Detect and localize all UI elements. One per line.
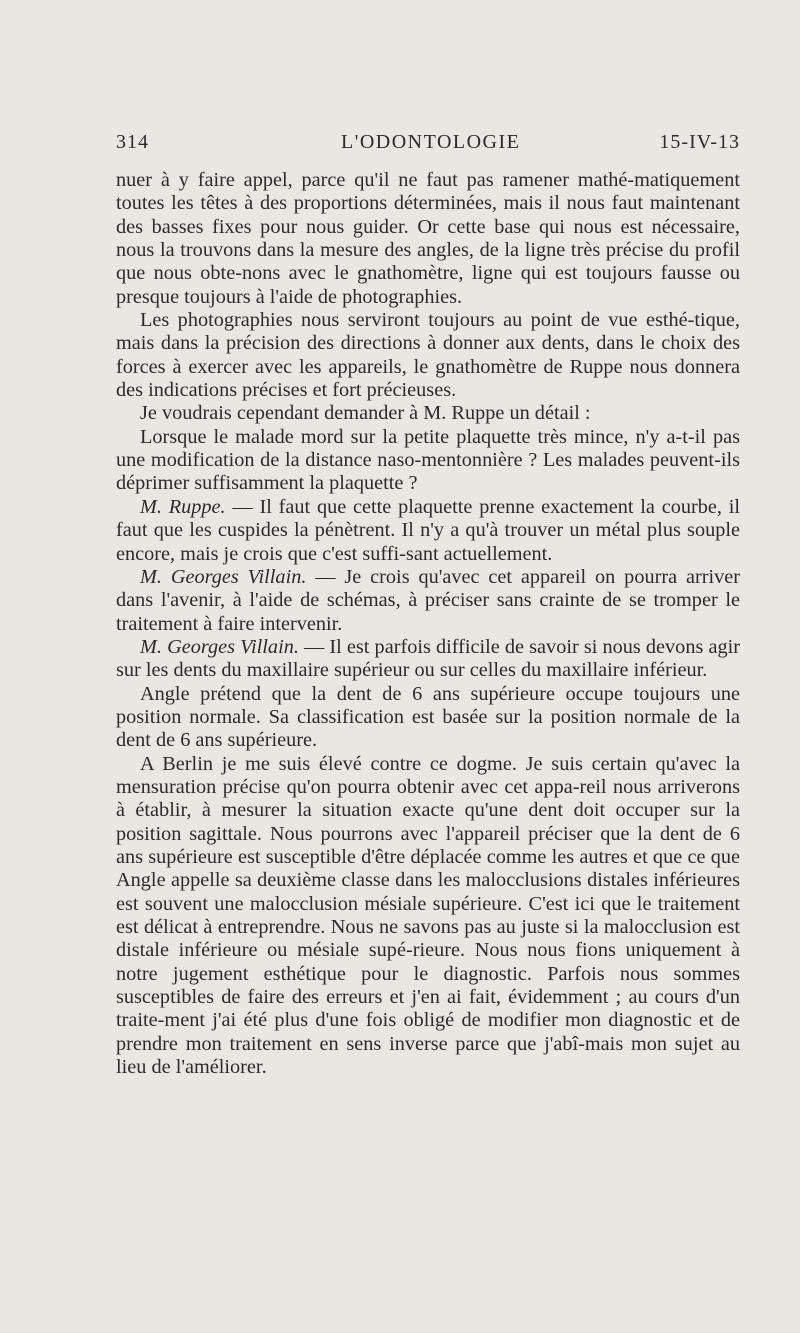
paragraph	[116, 402, 740, 425]
speaker-name: M. Ruppe.	[140, 495, 226, 518]
paragraph	[116, 753, 740, 1080]
body-text	[116, 169, 740, 1079]
paragraph	[116, 169, 740, 309]
paragraph-text: Les photographies nous serviront toujours au point de vue esthé-tique, mais dans la précision des directions à donner aux dents, dans le choix des forces à exercer avec les appareils, le gnathomètre de Ruppe nous donnera des indications précises et fort précieuses.	[116, 309, 740, 402]
running-header	[116, 131, 740, 159]
speaker-name: M. Georges Villain.	[140, 635, 299, 658]
paragraph	[116, 309, 740, 402]
paragraph-text: Lorsque le malade mord sur la petite plaquette très mince, n'y a-t-il pas une modification de la distance naso-mentonnière ? Les malades peuvent-ils déprimer suffisamment la plaquette ?	[116, 425, 740, 495]
page-number: 314	[116, 131, 149, 153]
paragraph-text: — Je crois qu'avec cet appareil on pourra arriver dans l'avenir, à l'aide de schémas, à préciser sans crainte de se tromper le traitement à faire intervenir.	[116, 565, 741, 635]
paragraph-text: Angle prétend que la dent de 6 ans supérieure occupe toujours une position normale. Sa classification est basée sur la position normale de la dent de 6 ans supérieure.	[116, 682, 740, 752]
paragraph	[116, 496, 740, 566]
paragraph	[116, 636, 740, 683]
speaker-name: M. Georges Villain.	[140, 565, 307, 588]
paragraph-text: — Il est parfois difficile de savoir si nous devons agir sur les dents du maxillaire supérieur ou sur celles du maxillaire inférieur.	[116, 635, 740, 682]
journal-title: L'ODONTOLOGIE	[341, 131, 521, 153]
paragraph-text: nuer à y faire appel, parce qu'il ne faut pas ramener mathé-matiquement toutes les têtes à des proportions déterminées, mais il nous faut maintenant des basses fixes pour nous guider. Or cette base qui nous est nécessaire, nous la trouvons dans la mesure des angles, de la ligne très précise du profil que nous obte-nons avec le gnathomètre, ligne qui est toujours fausse ou presque toujours à l'aide de photographies.	[116, 169, 740, 308]
paragraph	[116, 683, 740, 753]
paragraph	[116, 426, 740, 496]
paragraph-text: — Il faut que cette plaquette prenne exactement la courbe, il faut que les cuspides la pénètrent. Il n'y a qu'à trouver un métal plus souple encore, mais je crois que c'est suffi-sant actuellement.	[116, 495, 740, 565]
paragraph	[116, 566, 740, 636]
issue-date: 15-IV-13	[659, 131, 740, 153]
paragraph-text: Je voudrais cependant demander à M. Ruppe un détail :	[140, 402, 591, 425]
paragraph-text: A Berlin je me suis élevé contre ce dogme. Je suis certain qu'avec la mensuration précise qu'on pourra obtenir avec cet appa-reil nous arriverons à établir, à mesurer la situation exacte qu'une dent doit occuper sur la position sagittale. Nous pourrons avec l'appareil préciser que la dent de 6 ans supérieure est susceptible d'être déplacée comme les autres et que ce que Angle appelle sa deuxième classe dans les malocclusions distales inférieures est souvent une malocclusion mésiale supérieure. C'est ici que le traitement est délicat à entreprendre. Nous ne savons pas au juste si la malocclusion est distale inférieure ou mésiale supé-rieure. Nous nous fions uniquement à notre jugement esthétique pour le diagnostic. Parfois nous sommes susceptibles de faire des erreurs et j'en ai fait, évidemment ; au cours d'un traite-ment j'ai été plus d'une fois obligé de modifier mon diagnostic et de prendre mon traitement en sens inverse parce que j'abî-mais mon sujet au lieu de l'améliorer.	[116, 752, 740, 1079]
